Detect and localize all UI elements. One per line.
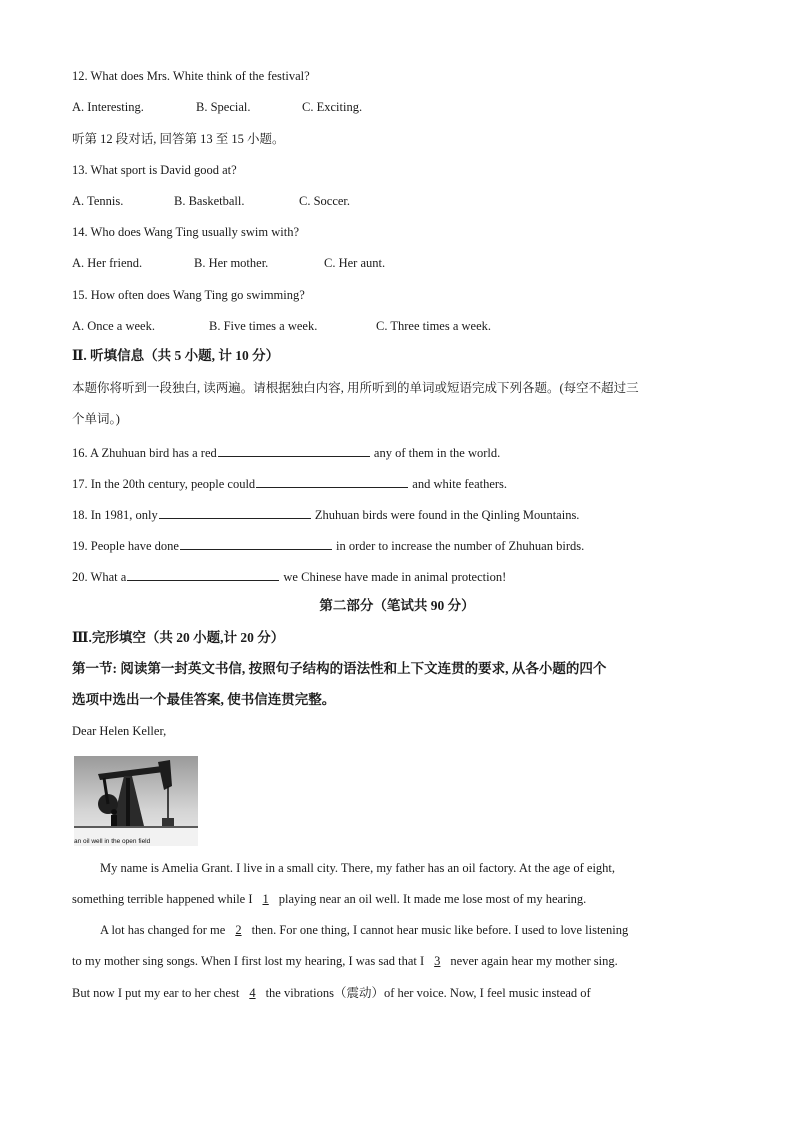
letter-line: My name is Amelia Grant. I live in a small city. There, my father has an oil factory. At the age of eight, [100,861,616,875]
oil-well-icon [74,756,198,846]
fill-item: 16. A Zhuhuan bird has a red any of them in the world. [72,443,500,461]
option-c: C. Her aunt. [324,256,386,270]
option-b: B. Five times a week. [209,319,318,333]
oil-well-photo [74,756,198,846]
question-stem: 15. How often does Wang Ting go swimming? [72,288,305,302]
answer-blank[interactable] [256,474,408,488]
section-instruction: 本题你将听到一段独白, 读两遍。请根据独白内容, 用所听到的单词或短语完成下列各题。(每空不超过三 [72,381,639,395]
option-a: A. Interesting. [72,100,144,114]
part-title: 第二部分（笔试共 90 分） [319,598,475,613]
option-a: A. Once a week. [72,319,155,333]
question-stem: 14. Who does Wang Ting usually swim with? [72,225,300,239]
section-title: Ⅲ.完形填空（共 20 小题,计 20 分） [72,630,285,645]
letter-line: A lot has changed for me 2 then. For one thing, I cannot hear music like before. I used to love listening [100,923,629,937]
option-b: B. Her mother. [194,256,269,270]
answer-blank[interactable] [127,567,279,581]
answer-blank[interactable] [159,505,311,519]
section-instruction: 第一节: 阅读第一封英文书信, 按照句子结构的语法性和上下文连贯的要求, 从各小题的四个 [72,661,607,676]
option-c: C. Three times a week. [376,319,492,333]
question-stem: 12. What does Mrs. White think of the festival? [72,69,310,83]
section-title: Ⅱ. 听填信息（共 5 小题, 计 10 分） [72,348,280,363]
option-b: B. Special. [196,100,251,114]
option-c: C. Soccer. [299,194,351,208]
letter-salutation: Dear Helen Keller, [72,724,167,738]
option-b: B. Basketball. [174,194,245,208]
letter-line: But now I put my ear to her chest 4 the vibrations（震动）of her voice. Now, I feel music instead of [72,986,591,1000]
cloze-blank-3[interactable]: 3 [434,954,441,968]
option-a: A. Tennis. [72,194,124,208]
answer-blank[interactable] [218,443,370,457]
cloze-blank-1[interactable]: 1 [262,892,269,906]
cloze-blank-2[interactable]: 2 [235,923,242,937]
option-c: C. Exciting. [302,100,363,114]
question-stem: 13. What sport is David good at? [72,163,237,177]
fill-item: 20. What a we Chinese have made in animal protection! [72,567,506,585]
fill-item: 18. In 1981, only Zhuhuan birds were found in the Qinling Mountains. [72,505,579,523]
fill-item: 19. People have done in order to increase the number of Zhuhuan birds. [72,536,584,554]
section-instruction: 个单词。) [72,412,120,426]
photo-caption: an oil well in the open field [74,838,151,845]
fill-item: 17. In the 20th century, people could and white feathers. [72,474,507,492]
option-a: A. Her friend. [72,256,143,270]
answer-blank[interactable] [180,536,332,550]
section-instruction: 选项中选出一个最佳答案, 使书信连贯完整。 [72,692,336,707]
letter-line: something terrible happened while I 1 playing near an oil well. It made me lose most of my hearing. [72,892,587,906]
letter-line: to my mother sing songs. When I first lost my hearing, I was sad that I 3 never again hear my mother sing. [72,954,618,968]
cloze-blank-4[interactable]: 4 [249,986,256,1000]
instruction-text: 听第 12 段对话, 回答第 13 至 15 小题。 [72,132,285,146]
